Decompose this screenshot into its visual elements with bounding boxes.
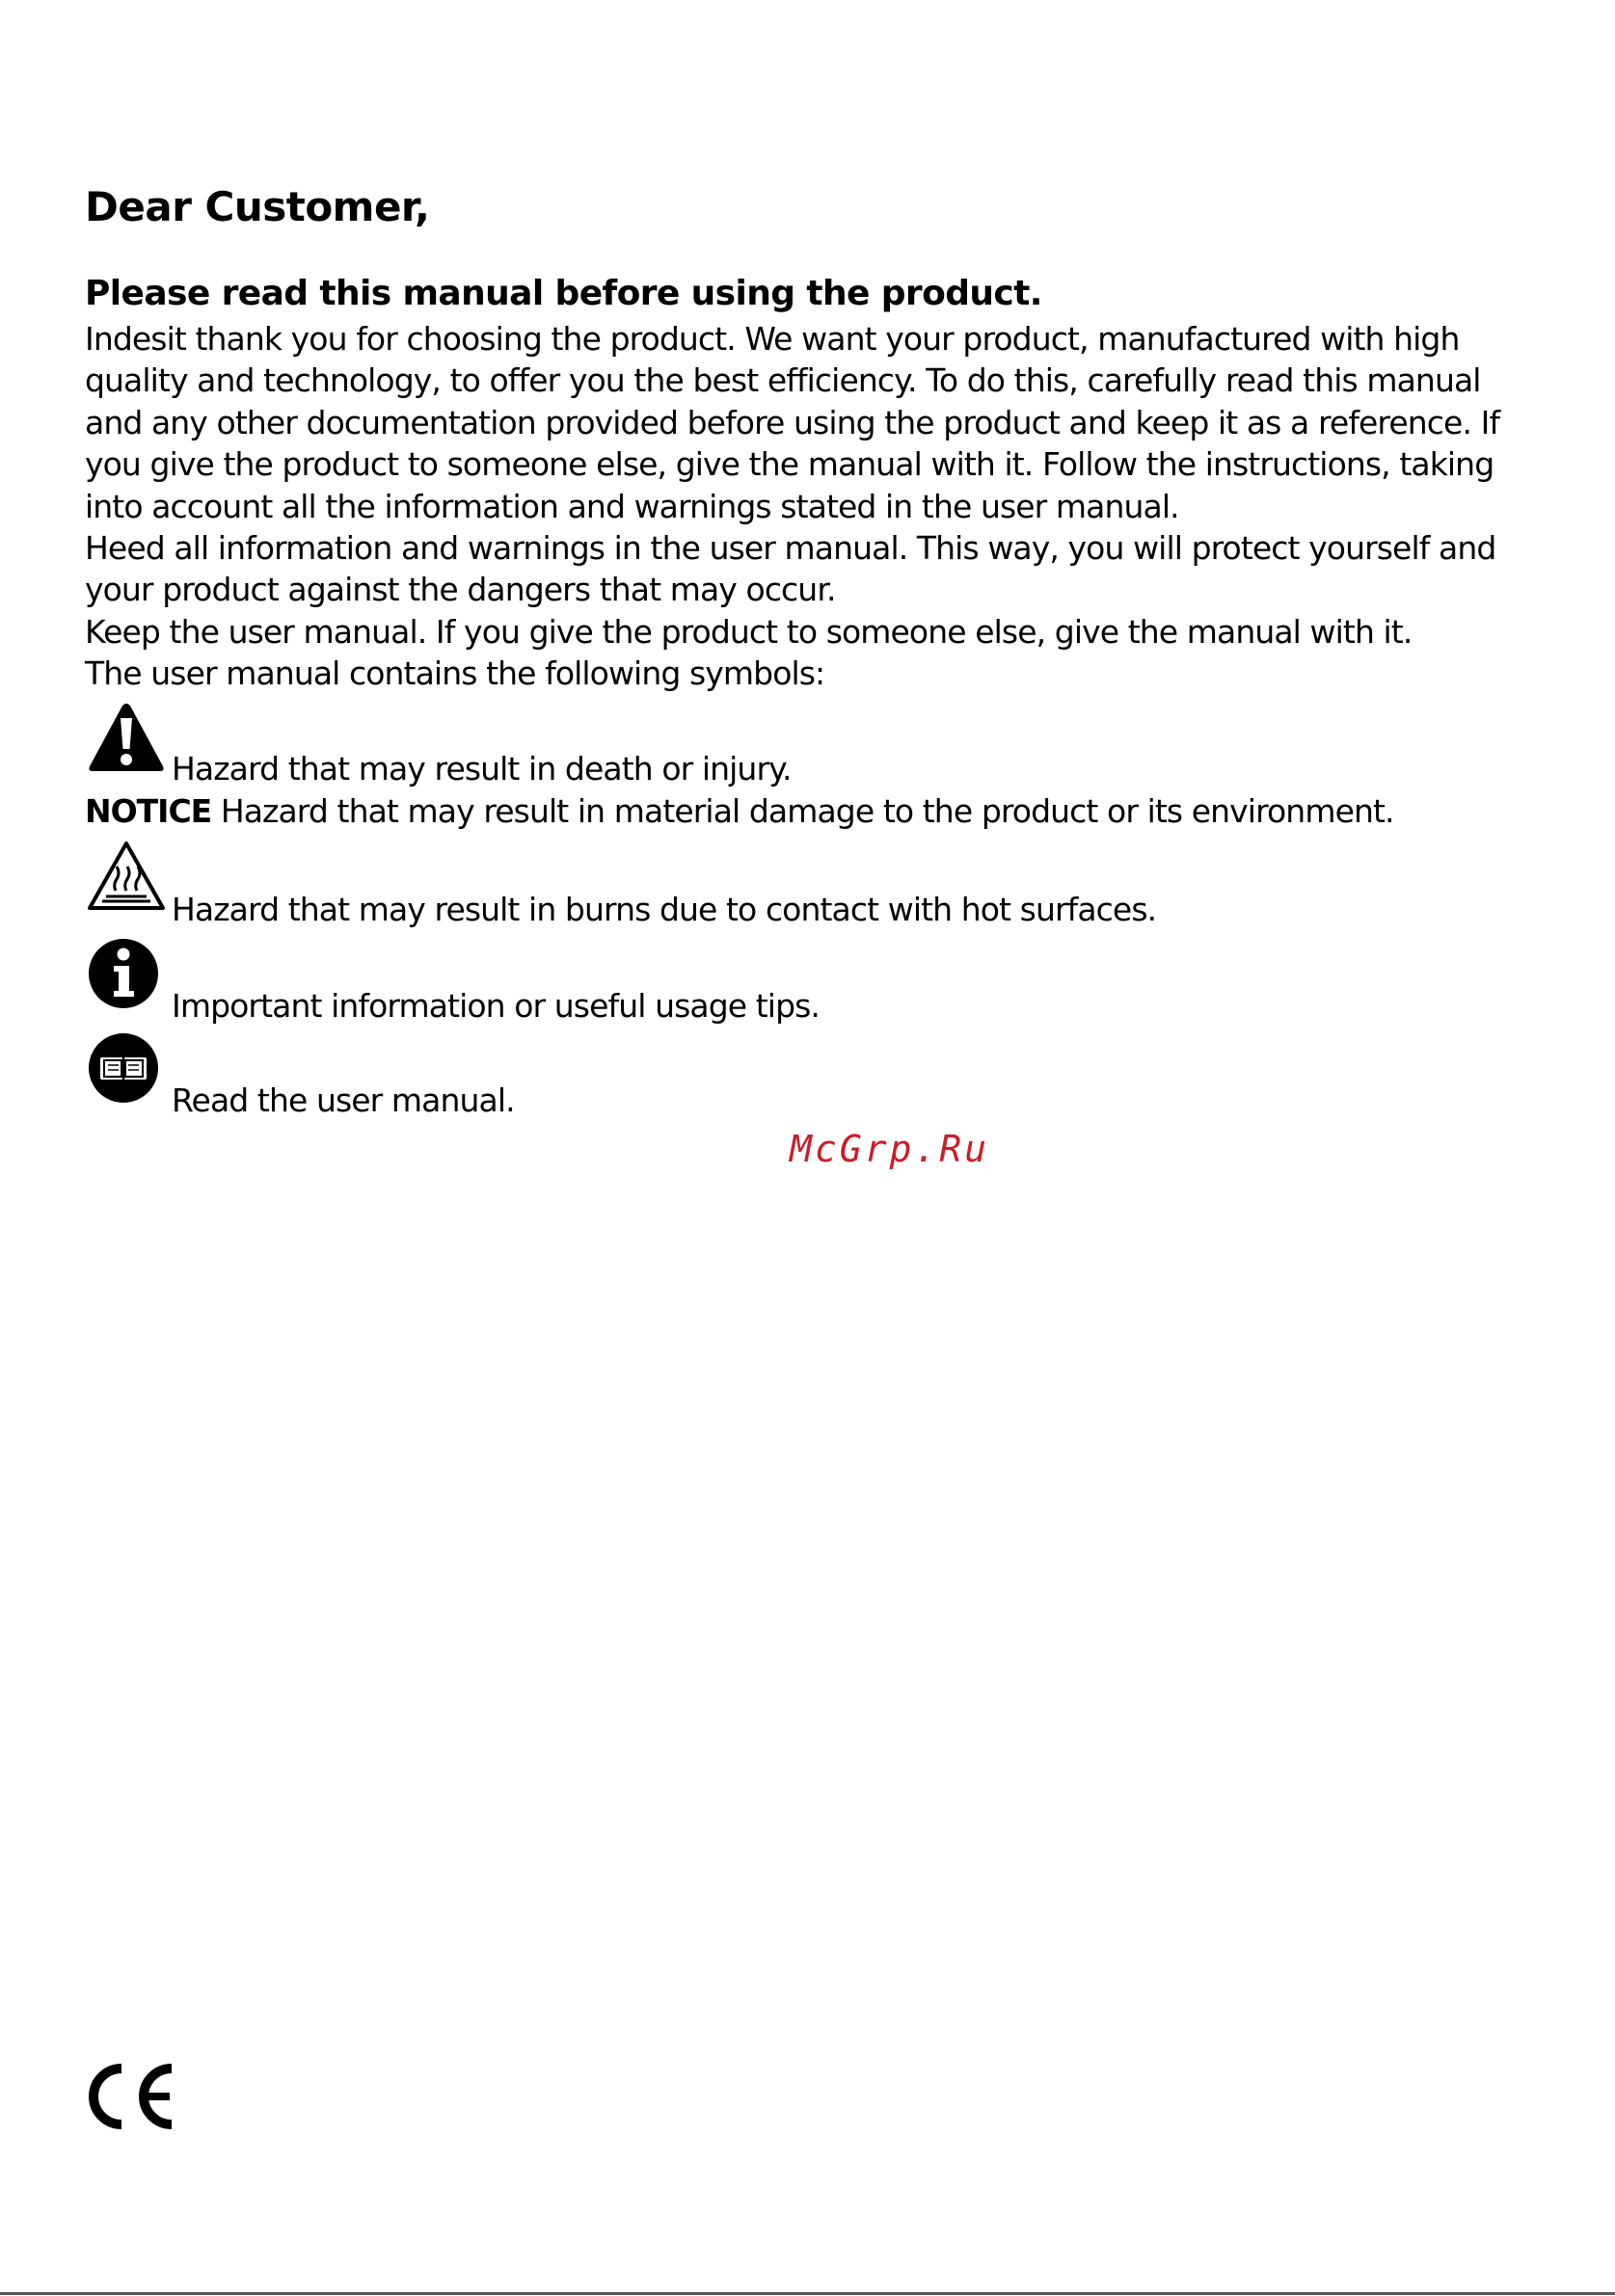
intro-paragraph: Indesit thank you for choosing the product. We want your product, manufactured with high quality and technology, to offer you the best efficiency. To do this, carefully read this manual and any other documentation provided before using the product and keep it as a reference. If you give the product to someone else, give the manual with it. Follow the instructions, taking into account all the information and warnings stated in the user manual. xyxy=(85,320,1500,525)
symbol-row-notice xyxy=(85,792,1394,830)
symbol-description: Important information or useful usage tips. xyxy=(172,987,820,1025)
intro-text xyxy=(85,318,1531,695)
intro-paragraph: The user manual contains the following symbols: xyxy=(85,654,825,693)
intro-paragraph: Heed all information and warnings in the user manual. This way, you will protect yourself and your product against the dangers that may occur. xyxy=(85,529,1496,609)
ce-mark-logo xyxy=(83,2061,179,2136)
warning-triangle-icon xyxy=(87,701,166,782)
book-icon xyxy=(87,1031,160,1112)
symbol-description: Hazard that may result in death or injury. xyxy=(172,750,792,788)
intro-paragraph: Keep the user manual. If you give the product to someone else, give the manual with it. xyxy=(85,612,1413,651)
hot-surface-icon xyxy=(87,841,166,920)
symbol-description: Hazard that may result in burns due to contact with hot surfaces. xyxy=(172,891,1157,928)
greeting-heading: Dear Customer, xyxy=(85,183,430,230)
notice-label: NOTICE xyxy=(85,792,212,830)
manual-subtitle: Please read this manual before using the product. xyxy=(85,274,1042,313)
symbol-description: Hazard that may result in material damage to the product or its environment. xyxy=(211,792,1394,830)
symbol-description: Read the user manual. xyxy=(172,1081,515,1119)
footer-divider xyxy=(0,2292,1615,2295)
watermark-text: McGrp.Ru xyxy=(789,1128,990,1170)
info-icon xyxy=(87,937,160,1018)
